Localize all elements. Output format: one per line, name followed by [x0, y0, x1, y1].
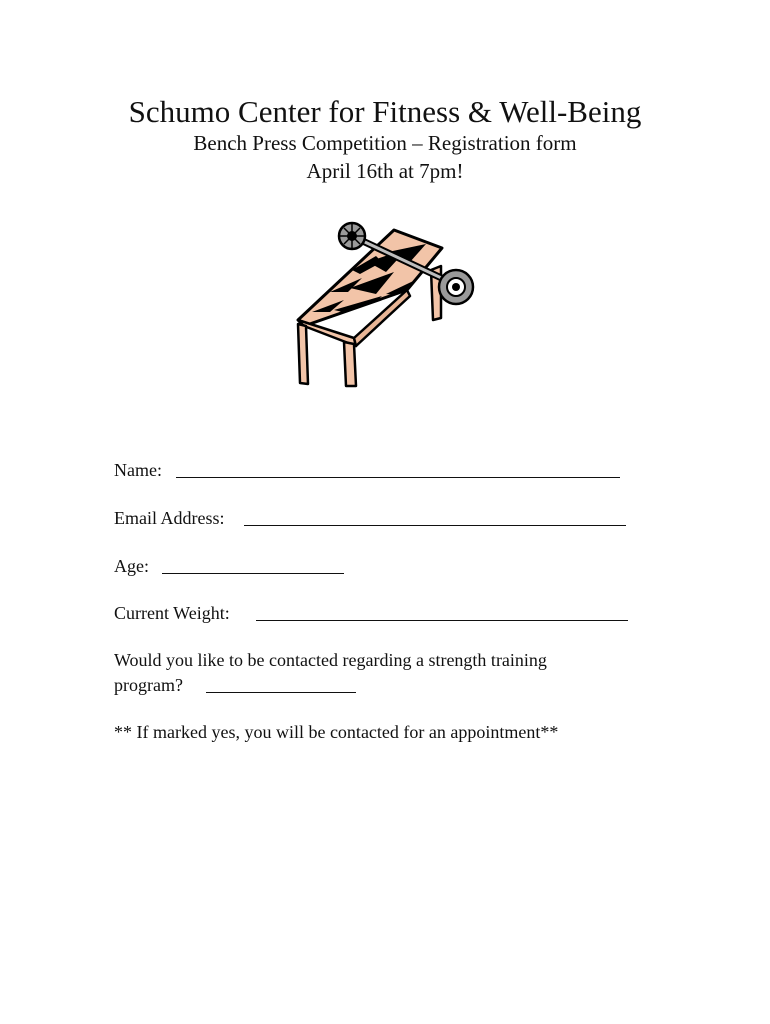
event-date: April 16th at 7pm! — [306, 159, 464, 183]
email-input-line[interactable] — [244, 525, 626, 526]
question-text-line2-wrap — [114, 673, 674, 698]
current-weight-field[interactable] — [114, 601, 230, 625]
email-label: Email Address: — [114, 508, 225, 528]
current-weight-input-line[interactable] — [256, 620, 628, 621]
question-text-line1: Would you like to be contacted regarding a strength training — [114, 650, 547, 670]
age-input-line[interactable] — [162, 573, 344, 574]
name-field[interactable] — [114, 458, 162, 482]
name-label: Name: — [114, 460, 162, 480]
question-text-line2: program? — [114, 675, 183, 695]
email-field[interactable] — [114, 506, 225, 530]
question-answer-line[interactable] — [206, 692, 356, 693]
name-input-line[interactable] — [176, 477, 620, 478]
form-subtitle: Bench Press Competition – Registration form — [193, 131, 577, 155]
current-weight-label: Current Weight: — [114, 603, 230, 623]
age-label: Age: — [114, 556, 149, 576]
age-field[interactable] — [114, 554, 149, 578]
strength-training-question[interactable] — [114, 648, 674, 698]
page-title: Schumo Center for Fitness & Well-Being — [128, 94, 642, 129]
bench-press-icon — [290, 210, 485, 395]
appointment-note: ** If marked yes, you will be contacted for an appointment** — [114, 722, 559, 742]
